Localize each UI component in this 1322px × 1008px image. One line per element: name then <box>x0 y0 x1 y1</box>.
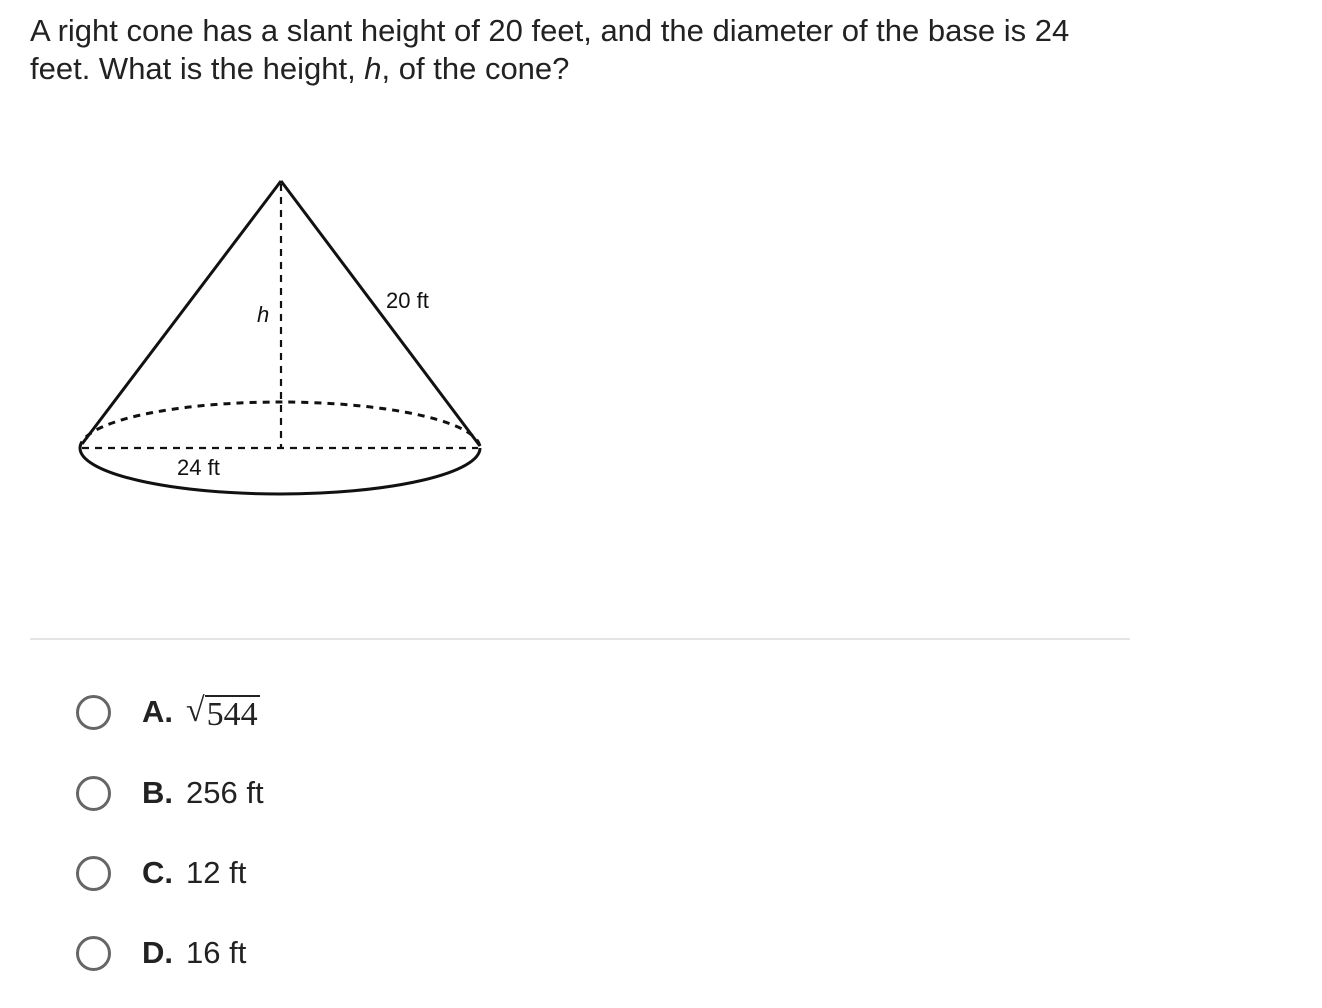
choice-d[interactable] <box>76 923 676 983</box>
height-label: h <box>257 302 270 327</box>
choice-c[interactable] <box>76 843 676 903</box>
choice-a-letter: A. <box>142 694 173 729</box>
choice-c-letter: C. <box>142 855 173 890</box>
choice-a-radicand: 544 <box>206 696 258 733</box>
cone-figure <box>60 160 520 520</box>
base-ellipse-front <box>80 448 480 494</box>
choice-d-radio[interactable] <box>76 936 111 971</box>
question-text-end: , of the cone? <box>381 51 570 86</box>
choice-c-answer: 12 ft <box>186 855 247 890</box>
choice-c-radio[interactable] <box>76 856 111 891</box>
question-text-start: A right cone has a slant height of 20 feet, and the diameter of the base is 24 feet. What is the height, <box>30 13 1070 86</box>
choice-d-letter: D. <box>142 935 173 970</box>
cone-right-side <box>281 181 480 446</box>
choice-b-radio[interactable] <box>76 776 111 811</box>
choice-b-letter: B. <box>142 775 173 810</box>
choice-b-answer: 256 ft <box>186 775 264 810</box>
square-root-icon: √ <box>186 692 205 729</box>
question-text <box>30 12 1130 88</box>
slant-label: 20 ft <box>386 288 429 313</box>
divider <box>30 638 1130 640</box>
cone-left-side <box>82 181 281 444</box>
cone-diagram <box>60 160 520 520</box>
question-variable: h <box>364 51 382 86</box>
choice-a-radio[interactable] <box>76 695 111 730</box>
choice-a-answer <box>186 691 260 733</box>
diameter-label: 24 ft <box>177 455 220 480</box>
choice-b[interactable] <box>76 763 676 823</box>
choice-d-answer: 16 ft <box>186 935 247 970</box>
choice-a[interactable] <box>76 682 676 742</box>
